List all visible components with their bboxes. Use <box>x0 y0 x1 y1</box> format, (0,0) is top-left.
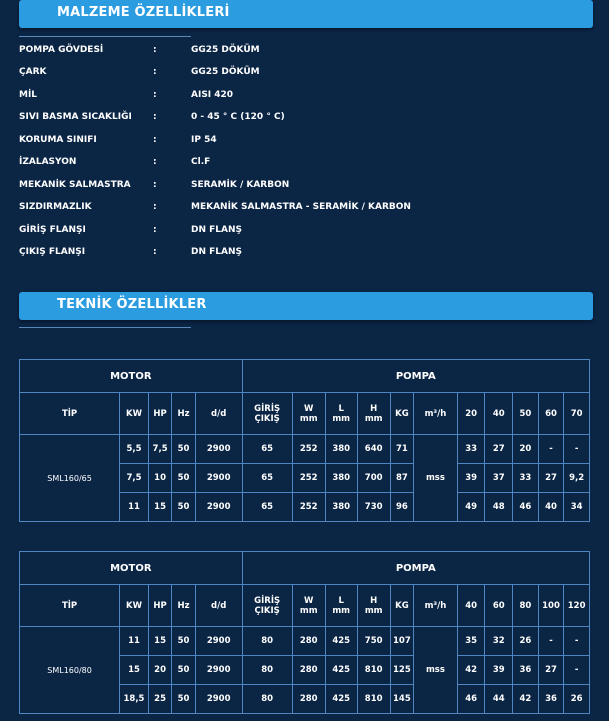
kg-header: KG <box>390 585 413 627</box>
giris-cell: 65 <box>242 464 292 493</box>
mm-label: mm <box>332 413 351 424</box>
kw-cell: 11 <box>120 493 149 522</box>
h-cell: 810 <box>357 656 390 685</box>
hp-cell: 15 <box>148 493 171 522</box>
kw-cell: 5,5 <box>120 435 149 464</box>
spec-value: 0 - 45 ° C (120 ° C) <box>191 112 285 122</box>
spec-label: İZALASYON <box>19 157 77 167</box>
head-cell: 46 <box>513 493 539 522</box>
head-cell: 36 <box>538 685 564 714</box>
w-header <box>292 393 325 435</box>
head-cell: 27 <box>485 435 513 464</box>
motor-header: MOTOR <box>20 552 243 585</box>
kw-header: KW <box>120 393 149 435</box>
head-cell: 26 <box>513 627 539 656</box>
l-header <box>325 393 357 435</box>
spec-colon: : <box>153 247 157 257</box>
w-cell: 252 <box>292 493 325 522</box>
h-cell: 730 <box>357 493 390 522</box>
mm-label: mm <box>299 413 318 424</box>
l-cell: 380 <box>325 435 357 464</box>
kg-header: KG <box>390 393 413 435</box>
spec-colon: : <box>153 225 157 235</box>
spec-label: ÇARK <box>19 67 47 77</box>
head-cell: 26 <box>564 685 590 714</box>
head-cell: 44 <box>485 685 513 714</box>
flow-header: 40 <box>485 393 513 435</box>
hp-cell: 20 <box>148 656 171 685</box>
h-cell: 810 <box>357 685 390 714</box>
w-cell: 252 <box>292 435 325 464</box>
hp-cell: 7,5 <box>148 435 171 464</box>
dd-cell: 2900 <box>195 493 242 522</box>
dd-header: d/d <box>195 393 242 435</box>
head-cell: - <box>564 656 590 685</box>
head-cell: 33 <box>513 464 539 493</box>
head-cell: 35 <box>457 627 485 656</box>
h-label: H <box>370 595 378 606</box>
flow-header: 60 <box>485 585 513 627</box>
giris-cell: 80 <box>242 656 292 685</box>
l-cell: 425 <box>325 656 357 685</box>
kw-cell: 18,5 <box>120 685 149 714</box>
m3h-header: m³/h <box>414 585 458 627</box>
table-row <box>20 627 590 656</box>
dd-cell: 2900 <box>195 464 242 493</box>
h-cell: 750 <box>357 627 390 656</box>
h-label: H <box>370 403 378 414</box>
head-cell: 20 <box>513 435 539 464</box>
spec-table-sml160-65 <box>19 359 590 522</box>
l-cell: 425 <box>325 685 357 714</box>
spec-value: Cl.F <box>191 157 211 167</box>
flow-header: 100 <box>538 585 564 627</box>
technical-divider <box>19 327 191 328</box>
flow-header: 40 <box>457 585 485 627</box>
spec-label: KORUMA SINIFI <box>19 135 97 145</box>
w-cell: 252 <box>292 464 325 493</box>
head-cell: 46 <box>457 685 485 714</box>
kg-cell: 87 <box>390 464 413 493</box>
pompa-header: POMPA <box>242 552 589 585</box>
technical-section-banner <box>19 292 593 320</box>
giris-label: GİRİŞ <box>254 595 281 606</box>
spec-label: GİRİŞ FLANŞI <box>19 225 86 235</box>
w-cell: 280 <box>292 627 325 656</box>
spec-value: MEKANİK SALMASTRA - SERAMİK / KARBON <box>191 202 411 212</box>
head-cell: 48 <box>485 493 513 522</box>
mm-label: mm <box>364 413 383 424</box>
mm-label: mm <box>332 605 351 616</box>
unit-cell: mss <box>414 627 458 714</box>
spec-label: SIVI BASMA SICAKLIĞI <box>19 112 132 122</box>
kg-cell: 145 <box>390 685 413 714</box>
spec-value: IP 54 <box>191 135 217 145</box>
giris-label: GİRİŞ <box>254 403 281 414</box>
flow-header: 20 <box>457 393 485 435</box>
kg-cell: 125 <box>390 656 413 685</box>
unit-cell: mss <box>414 435 458 522</box>
table-row <box>20 435 590 464</box>
w-label: W <box>304 595 314 606</box>
technical-section-title: TEKNİK ÖZELLİKLER <box>57 297 207 312</box>
tip-header: TİP <box>20 393 120 435</box>
pompa-header: POMPA <box>242 360 589 393</box>
dd-cell: 2900 <box>195 627 242 656</box>
flow-header: 80 <box>513 585 539 627</box>
hz-cell: 50 <box>172 435 195 464</box>
spec-label: POMPA GÖVDESİ <box>19 45 104 55</box>
kw-cell: 11 <box>120 627 149 656</box>
kg-cell: 96 <box>390 493 413 522</box>
h-cell: 700 <box>357 464 390 493</box>
model-cell: SML160/65 <box>20 435 120 522</box>
kg-cell: 71 <box>390 435 413 464</box>
m3h-header: m³/h <box>414 393 458 435</box>
head-cell: - <box>538 627 564 656</box>
head-cell: - <box>564 627 590 656</box>
flow-header: 50 <box>513 393 539 435</box>
head-cell: 42 <box>457 656 485 685</box>
hz-cell: 50 <box>172 493 195 522</box>
spec-label: SIZDIRMAZLIK <box>19 202 92 212</box>
head-cell: 27 <box>538 656 564 685</box>
spec-value: DN FLANŞ <box>191 225 242 235</box>
hz-cell: 50 <box>172 656 195 685</box>
kw-cell: 15 <box>120 656 149 685</box>
model-cell: SML160/80 <box>20 627 120 714</box>
giris-cell: 65 <box>242 435 292 464</box>
hz-header: Hz <box>172 585 195 627</box>
giris-cikis-header <box>242 585 292 627</box>
spec-colon: : <box>153 180 157 190</box>
spec-label: ÇIKIŞ FLANŞI <box>19 247 86 257</box>
spec-value: DN FLANŞ <box>191 247 242 257</box>
flow-header: 70 <box>564 393 590 435</box>
spec-colon: : <box>153 90 157 100</box>
head-cell: 49 <box>457 493 485 522</box>
head-cell: 27 <box>538 464 564 493</box>
head-cell: 39 <box>485 656 513 685</box>
spec-colon: : <box>153 135 157 145</box>
kw-cell: 7,5 <box>120 464 149 493</box>
dd-cell: 2900 <box>195 435 242 464</box>
spec-label: MEKANİK SALMASTRA <box>19 180 131 190</box>
material-divider <box>19 36 191 37</box>
hz-header: Hz <box>172 393 195 435</box>
head-cell: 34 <box>564 493 590 522</box>
kw-header: KW <box>120 585 149 627</box>
flow-header: 120 <box>564 585 590 627</box>
w-cell: 280 <box>292 685 325 714</box>
hz-cell: 50 <box>172 627 195 656</box>
spec-value: AISI 420 <box>191 90 234 100</box>
kg-cell: 107 <box>390 627 413 656</box>
tip-header: TİP <box>20 585 120 627</box>
spec-value: SERAMİK / KARBON <box>191 180 290 190</box>
spec-colon: : <box>153 45 157 55</box>
cikis-label: ÇIKIŞ <box>254 605 280 616</box>
spec-colon: : <box>153 157 157 167</box>
hz-cell: 50 <box>172 464 195 493</box>
dd-cell: 2900 <box>195 685 242 714</box>
l-label: L <box>338 595 344 606</box>
spec-table-sml160-80 <box>19 551 590 714</box>
spec-label: MİL <box>19 90 38 100</box>
dd-header: d/d <box>195 585 242 627</box>
giris-cikis-header <box>242 393 292 435</box>
head-cell: 42 <box>513 685 539 714</box>
motor-header: MOTOR <box>20 360 243 393</box>
material-section-banner <box>19 0 593 28</box>
l-cell: 425 <box>325 627 357 656</box>
head-cell: 9,2 <box>564 464 590 493</box>
head-cell: 36 <box>513 656 539 685</box>
hp-cell: 15 <box>148 627 171 656</box>
hp-cell: 25 <box>148 685 171 714</box>
hp-header: HP <box>148 585 171 627</box>
h-header <box>357 393 390 435</box>
hp-cell: 10 <box>148 464 171 493</box>
mm-label: mm <box>299 605 318 616</box>
flow-header: 60 <box>538 393 564 435</box>
w-header <box>292 585 325 627</box>
l-label: L <box>338 403 344 414</box>
cikis-label: ÇIKIŞ <box>254 413 280 424</box>
spec-colon: : <box>153 67 157 77</box>
head-cell: 39 <box>457 464 485 493</box>
l-cell: 380 <box>325 464 357 493</box>
h-header <box>357 585 390 627</box>
dd-cell: 2900 <box>195 656 242 685</box>
mm-label: mm <box>364 605 383 616</box>
head-cell: 32 <box>485 627 513 656</box>
h-cell: 640 <box>357 435 390 464</box>
head-cell: 33 <box>457 435 485 464</box>
spec-value: GG25 DÖKÜM <box>191 45 260 55</box>
giris-cell: 80 <box>242 627 292 656</box>
hp-header: HP <box>148 393 171 435</box>
w-label: W <box>304 403 314 414</box>
giris-cell: 65 <box>242 493 292 522</box>
spec-value: GG25 DÖKÜM <box>191 67 260 77</box>
head-cell: - <box>538 435 564 464</box>
giris-cell: 80 <box>242 685 292 714</box>
l-cell: 380 <box>325 493 357 522</box>
l-header <box>325 585 357 627</box>
w-cell: 280 <box>292 656 325 685</box>
spec-colon: : <box>153 202 157 212</box>
hz-cell: 50 <box>172 685 195 714</box>
head-cell: 37 <box>485 464 513 493</box>
spec-colon: : <box>153 112 157 122</box>
head-cell: - <box>564 435 590 464</box>
material-section-title: MALZEME ÖZELLİKLERİ <box>57 5 230 20</box>
head-cell: 40 <box>538 493 564 522</box>
